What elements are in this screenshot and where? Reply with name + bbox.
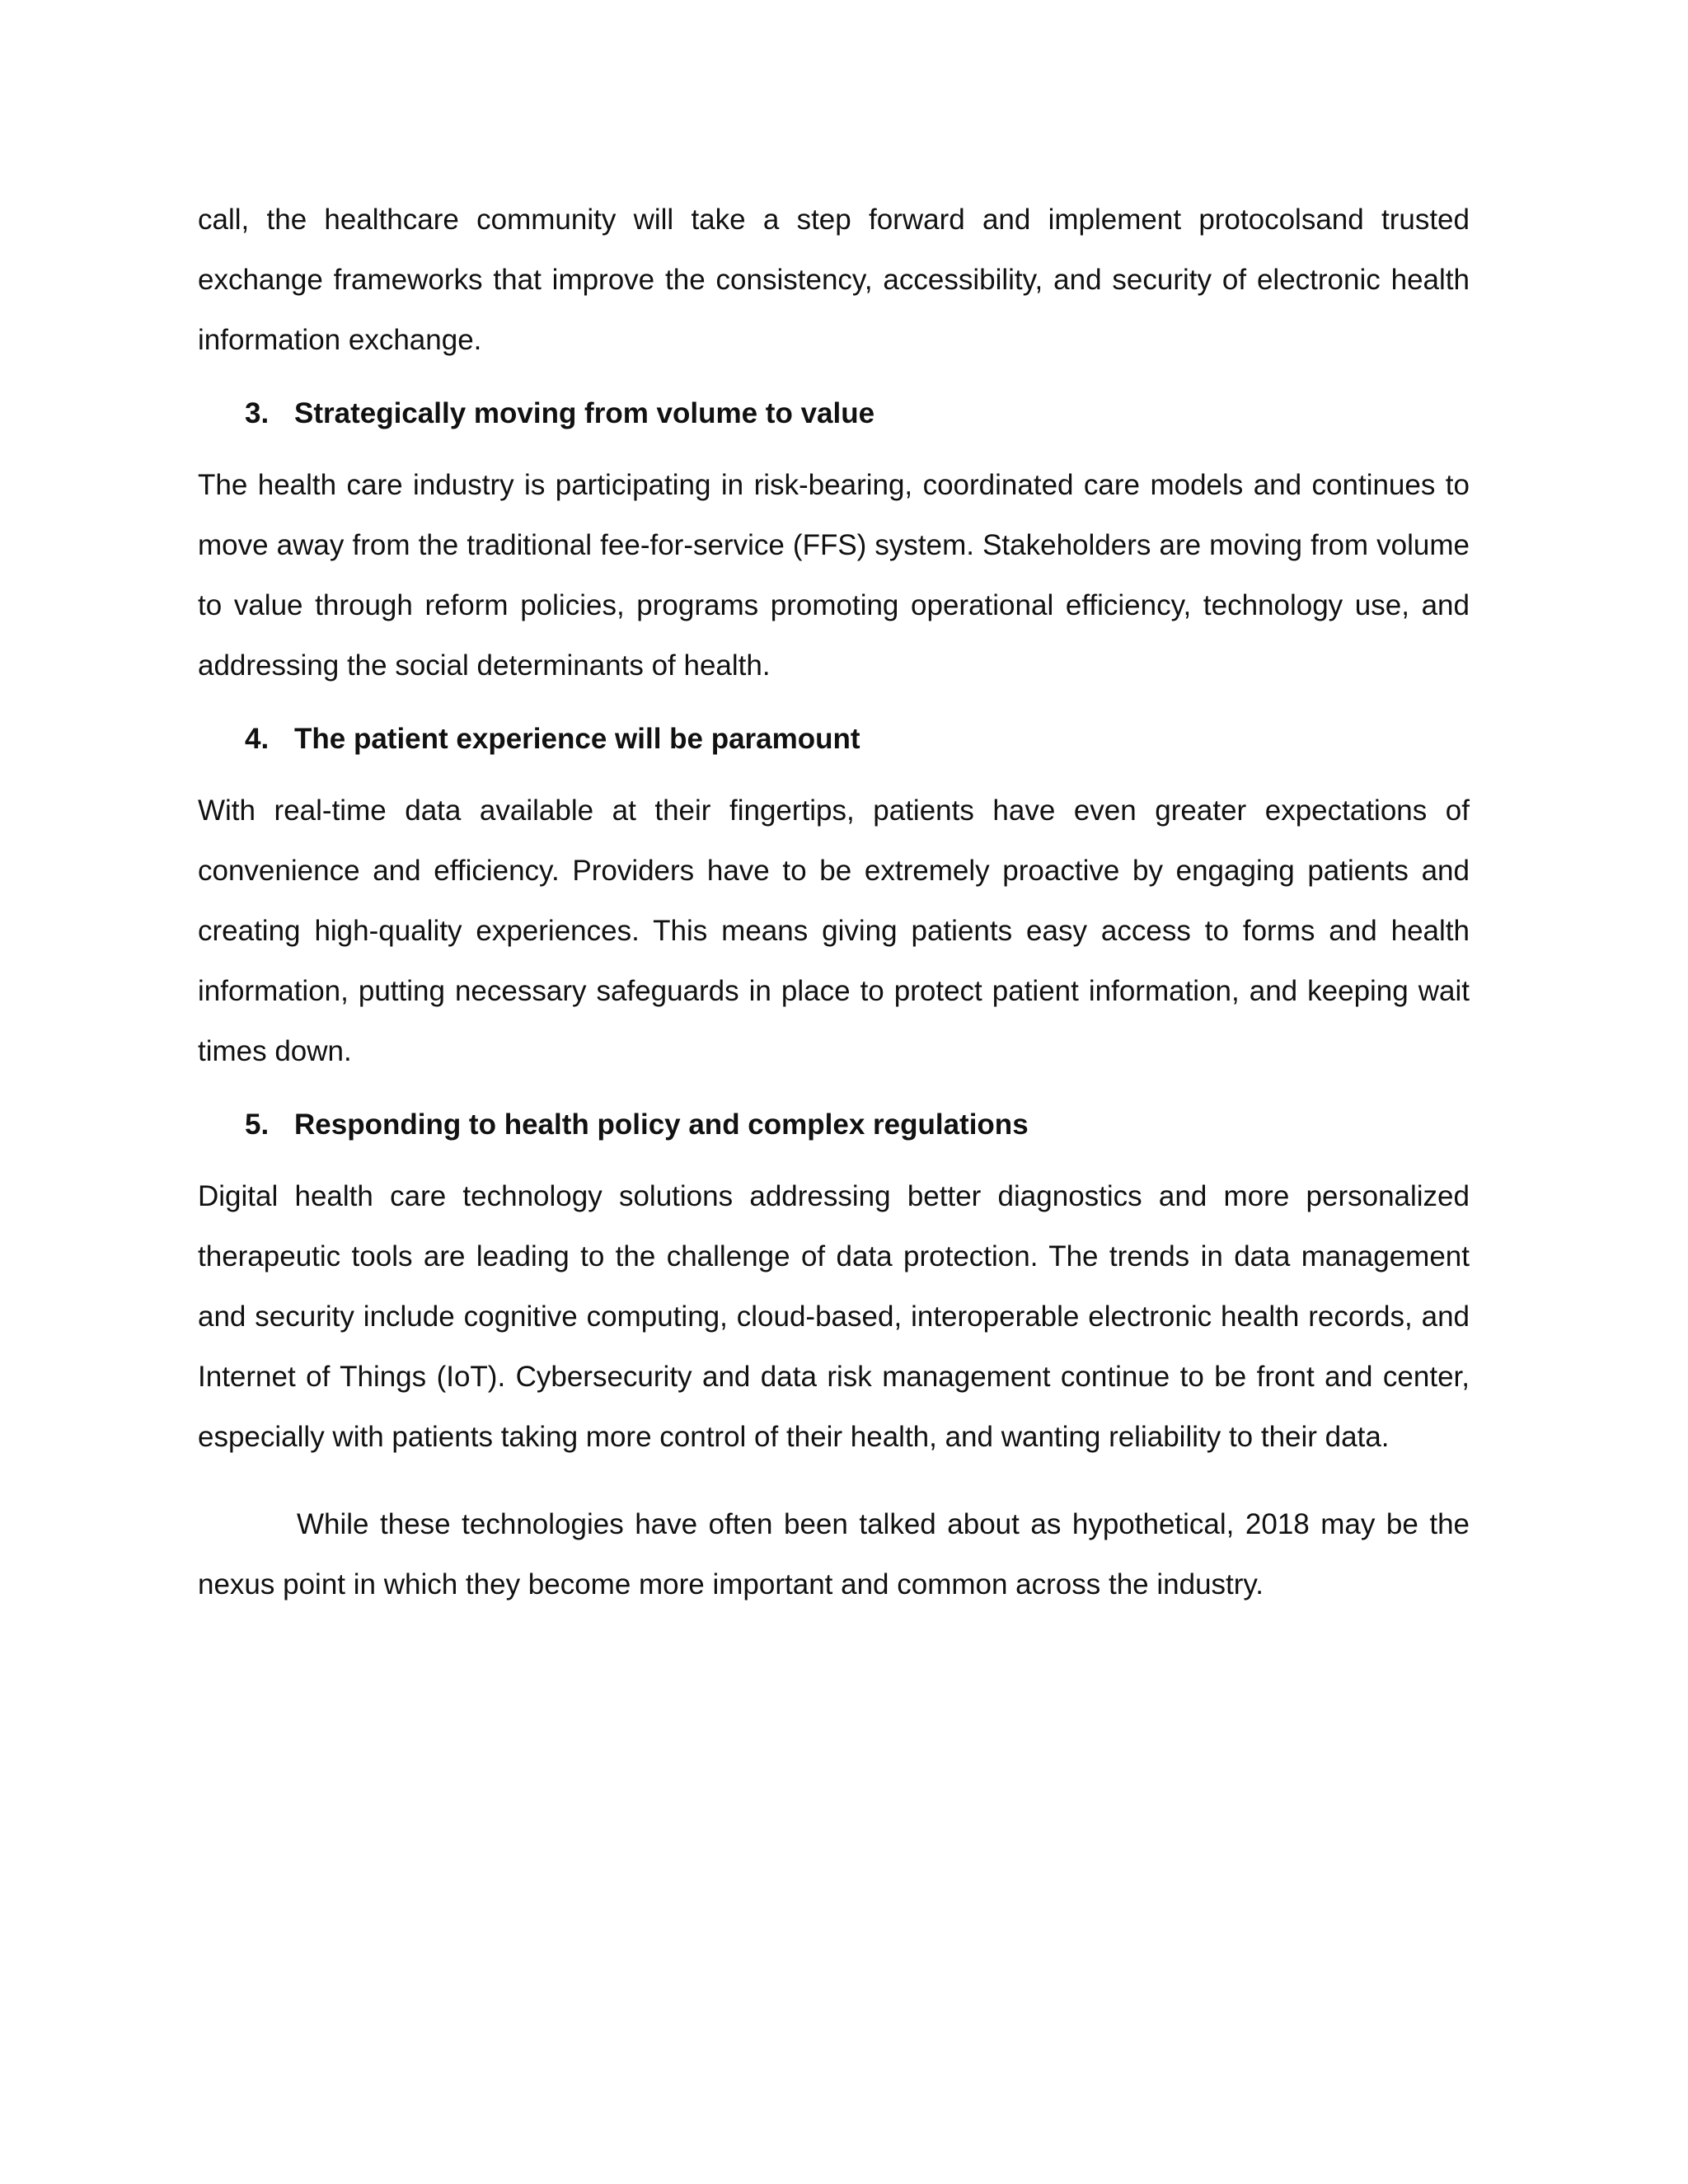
closing-paragraph: While these technologies have often been talked about as hypothetical, 2018 may be the nexus point in which they become more important and common across the industry.	[198, 1508, 1470, 1601]
section-heading-4	[198, 723, 1470, 756]
section-body-4: With real-time data available at their fingertips, patients have even greater expectations of convenience and efficiency. Providers have to be extremely proactive by engaging patients and creating high-quality experiences. This means giving patients easy access to forms and health information, putting necessary safeguards in place to protect patient information, and keeping wait times down.	[198, 794, 1470, 1067]
section-number: 3.	[245, 397, 270, 429]
intro-paragraph: call, the healthcare community will take a step forward and implement protocolsand trusted exchange frameworks that improve the consistency, accessibility, and security of electronic health information exchange.	[198, 204, 1470, 356]
section-heading-3	[198, 397, 1470, 430]
section-number: 5.	[245, 1108, 270, 1141]
section-heading-5	[198, 1108, 1470, 1141]
section-number: 4.	[245, 723, 270, 755]
section-body-5: Digital health care technology solutions addressing better diagnostics and more personalized therapeutic tools are leading to the challenge of data protection. The trends in data management and security include cognitive computing, cloud-based, interoperable electronic health records, and Internet of Things (IoT). Cybersecurity and data risk management continue to be front and center, especially with patients taking more control of their health, and wanting reliability to their data.	[198, 1180, 1470, 1453]
section-title: The patient experience will be paramount	[294, 723, 860, 755]
section-title: Strategically moving from volume to value	[294, 397, 875, 429]
document-body	[198, 190, 1470, 1615]
section-title: Responding to health policy and complex regulations	[294, 1108, 1029, 1141]
section-body-3: The health care industry is participating in risk-bearing, coordinated care models and continues to move away from the traditional fee-for-service (FFS) system. Stakeholders are moving from volume to value through reform policies, programs promoting operational efficiency, technology use, and addressing the social determinants of health.	[198, 469, 1470, 682]
